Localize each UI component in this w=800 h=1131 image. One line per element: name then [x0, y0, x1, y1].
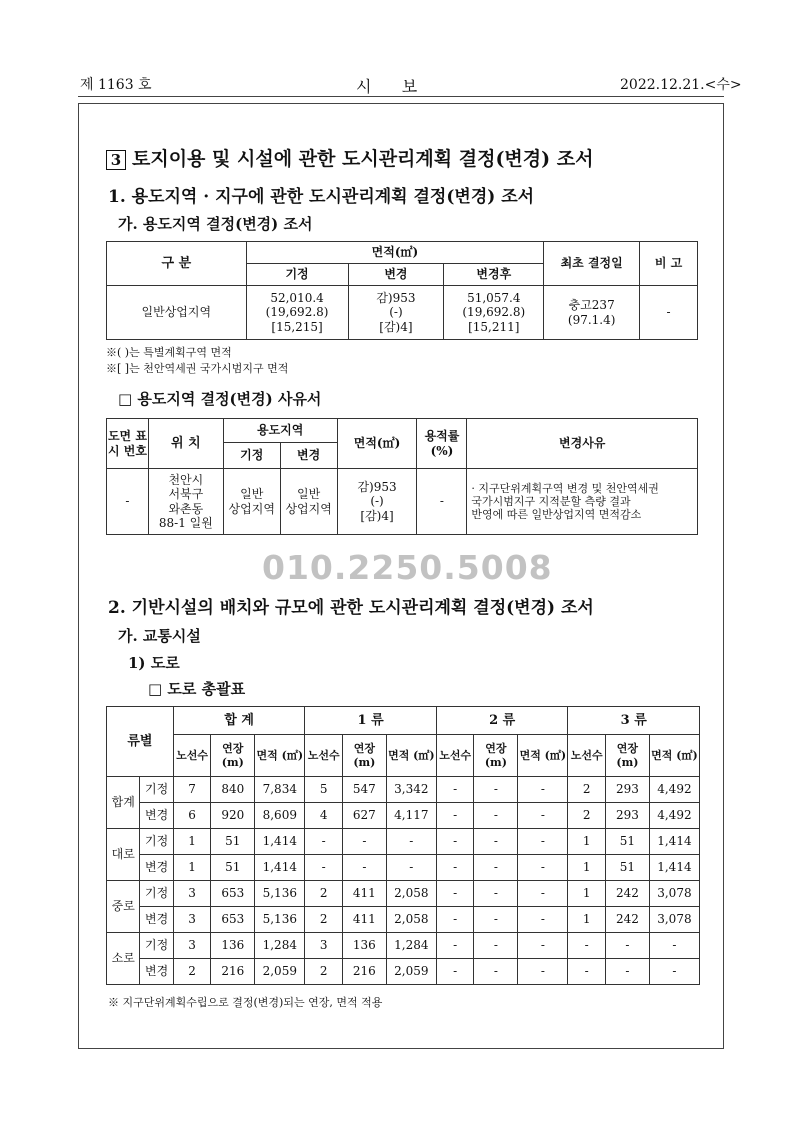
col-zone-change: 변경 [280, 443, 337, 469]
road-category: 대로 [107, 829, 140, 881]
row-kind: 변경 [140, 959, 173, 985]
table-cell: 627 [342, 803, 386, 829]
table-cell: - [436, 907, 474, 933]
col-area: 면적(㎡) [246, 242, 544, 264]
col-zone-existing: 기정 [223, 443, 280, 469]
reason: · 지구단위계획구역 변경 및 천안역세권 국가시범지구 지적분할 측량 결과 반영에 따른 일반상업지역 면적감소 [467, 469, 698, 535]
table-cell: 51 [605, 855, 649, 881]
table-cell: 3,342 [386, 777, 436, 803]
note-special-zone: ※( )는 특별계획구역 면적 [106, 346, 232, 359]
table-cell: - [386, 855, 436, 881]
table-cell: 2 [568, 777, 606, 803]
table-cell: - [518, 777, 568, 803]
after-area: 51,057.4 (19,692.8) [15,211] [444, 286, 544, 340]
col-area: 면적(㎡) [337, 419, 417, 469]
table-cell: 1,414 [649, 855, 699, 881]
heading-1: 1. 용도지역 · 지구에 관한 도시관리계획 결정(변경) 조서 [108, 187, 535, 207]
ratio: - [417, 469, 467, 535]
col-remark: 비 고 [640, 242, 698, 286]
table-cell: 411 [342, 881, 386, 907]
col-map-no: 도면 표시 번호 [107, 419, 149, 469]
table-cell: - [518, 881, 568, 907]
table-cell: 2 [305, 959, 343, 985]
table-cell: - [305, 829, 343, 855]
table-cell: 4 [305, 803, 343, 829]
col-zone: 용도지역 [223, 419, 337, 443]
table-row [107, 829, 700, 855]
table-cell: 242 [605, 881, 649, 907]
table-cell: 293 [605, 777, 649, 803]
table-cell: 2 [568, 803, 606, 829]
table-cell: 216 [342, 959, 386, 985]
table-cell: 1 [568, 881, 606, 907]
header-rule [78, 96, 724, 97]
table-cell: 293 [605, 803, 649, 829]
road-category: 소로 [107, 933, 140, 985]
table-cell: 411 [342, 907, 386, 933]
table-cell: - [474, 777, 518, 803]
table-cell: - [568, 933, 606, 959]
table-row [107, 959, 700, 985]
section-title [106, 144, 593, 171]
table-row [107, 881, 700, 907]
table-cell: 1,414 [255, 829, 305, 855]
heading-2a: 가. 교통시설 [118, 627, 201, 645]
subheader-cell: 면적 (㎡) [518, 735, 568, 777]
table-cell: 1 [173, 829, 211, 855]
table-cell: 51 [211, 829, 255, 855]
col-change: 변경 [348, 264, 444, 286]
subheader-cell: 노선수 [173, 735, 211, 777]
table-cell: - [518, 803, 568, 829]
table-cell: 1,414 [255, 855, 305, 881]
change-area: 감)953 (-) [감)4] [348, 286, 444, 340]
heading-2c: □ 도로 총괄표 [148, 680, 246, 698]
table-cell: 1 [568, 855, 606, 881]
table-row [107, 855, 700, 881]
table-cell: 3 [305, 933, 343, 959]
zone-name: 일반상업지역 [107, 286, 247, 340]
note-pilot-zone: ※[ ]는 천안역세권 국가시범지구 면적 [106, 362, 289, 375]
section-title-text: 토지이용 및 시설에 관한 도시관리계획 결정(변경) 조서 [132, 148, 594, 170]
table-cell: 3 [173, 881, 211, 907]
table-cell: 4,492 [649, 803, 699, 829]
subheader-cell: 연장 (m) [474, 735, 518, 777]
area: 감)953 (-) [감)4] [337, 469, 417, 535]
table-cell: - [436, 803, 474, 829]
table-cell: 1 [568, 829, 606, 855]
table-cell: 840 [211, 777, 255, 803]
first-decision: 충고237 (97.1.4) [544, 286, 640, 340]
issue-number: 제 1163 호 [80, 77, 152, 93]
subheader-cell: 연장 (m) [342, 735, 386, 777]
row-kind: 기정 [140, 881, 173, 907]
group-class-1: 1 류 [305, 707, 437, 735]
table-cell: 3,078 [649, 907, 699, 933]
row-kind: 변경 [140, 803, 173, 829]
group-total: 합 계 [173, 707, 305, 735]
zone-change: 일반 상업지역 [280, 469, 337, 535]
map-no: - [107, 469, 149, 535]
table-cell: 2 [173, 959, 211, 985]
table-cell: 51 [211, 855, 255, 881]
col-gubun: 구 분 [107, 242, 247, 286]
table-cell: - [518, 959, 568, 985]
table-cell: - [436, 777, 474, 803]
table-cell: 7,834 [255, 777, 305, 803]
table-cell: - [342, 855, 386, 881]
table-cell: - [518, 907, 568, 933]
table-cell: 1,284 [386, 933, 436, 959]
table-cell: - [474, 933, 518, 959]
table-row [107, 933, 700, 959]
table-cell: 136 [342, 933, 386, 959]
table-cell: 8,609 [255, 803, 305, 829]
subheader-cell: 연장 (m) [211, 735, 255, 777]
table-row [107, 777, 700, 803]
table-cell: 5,136 [255, 881, 305, 907]
table-cell: - [568, 959, 606, 985]
group-class-3: 3 류 [568, 707, 700, 735]
table-cell: - [518, 829, 568, 855]
table-cell: 653 [211, 907, 255, 933]
table-cell: 1,414 [649, 829, 699, 855]
table-cell: 7 [173, 777, 211, 803]
table-cell: 4,117 [386, 803, 436, 829]
reason-title: □ 용도지역 결정(변경) 사유서 [118, 390, 322, 408]
table-cell: - [605, 933, 649, 959]
subheader-cell: 노선수 [568, 735, 606, 777]
subheader-cell: 면적 (㎡) [649, 735, 699, 777]
table-cell: - [649, 933, 699, 959]
table-cell: 5 [305, 777, 343, 803]
subheader-cell: 연장 (m) [605, 735, 649, 777]
col-type: 류별 [107, 707, 174, 777]
row-kind: 변경 [140, 907, 173, 933]
table-cell: 547 [342, 777, 386, 803]
table-cell: 1 [173, 855, 211, 881]
location: 천안시 서북구 와촌동 88-1 일원 [148, 469, 223, 535]
row-kind: 기정 [140, 829, 173, 855]
table-cell: - [436, 959, 474, 985]
section-number-box: 3 [106, 150, 126, 170]
existing-area: 52,010.4 (19,692.8) [15,215] [246, 286, 348, 340]
heading-2b: 1) 도로 [128, 654, 180, 672]
table-cell: - [518, 933, 568, 959]
table-cell: 5,136 [255, 907, 305, 933]
table-cell: - [436, 933, 474, 959]
table-cell: 136 [211, 933, 255, 959]
zoning-reason-table [106, 418, 698, 535]
row-kind: 기정 [140, 777, 173, 803]
col-first-decision: 최초 결정일 [544, 242, 640, 286]
table-cell: - [474, 803, 518, 829]
table-row [107, 907, 700, 933]
table-cell: - [342, 829, 386, 855]
col-after: 변경후 [444, 264, 544, 286]
table-cell: 2 [305, 881, 343, 907]
remark: - [640, 286, 698, 340]
table-cell: - [474, 881, 518, 907]
table-cell: 3 [173, 933, 211, 959]
col-existing: 기정 [246, 264, 348, 286]
table-cell: 216 [211, 959, 255, 985]
issue-date: 2022.12.21.<수> [620, 77, 742, 93]
table-cell: 6 [173, 803, 211, 829]
table-cell: 3,078 [649, 881, 699, 907]
table-cell: 2 [305, 907, 343, 933]
table-cell: - [474, 855, 518, 881]
table-cell: - [436, 881, 474, 907]
table-cell: 2,059 [255, 959, 305, 985]
table-cell: - [474, 959, 518, 985]
gazette-title: 시 보 [356, 77, 420, 96]
table-cell: 51 [605, 829, 649, 855]
table-cell: 2,059 [386, 959, 436, 985]
table-cell: 920 [211, 803, 255, 829]
table-cell: - [474, 907, 518, 933]
table-cell: - [474, 829, 518, 855]
table-cell: - [518, 855, 568, 881]
subheader-cell: 노선수 [436, 735, 474, 777]
table-cell: 3 [173, 907, 211, 933]
table-cell: - [386, 829, 436, 855]
subheader-cell: 면적 (㎡) [386, 735, 436, 777]
row-kind: 변경 [140, 855, 173, 881]
table-cell: 2,058 [386, 881, 436, 907]
heading-2: 2. 기반시설의 배치와 규모에 관한 도시관리계획 결정(변경) 조서 [108, 598, 594, 618]
subheader-cell: 노선수 [305, 735, 343, 777]
table-cell: - [436, 855, 474, 881]
phone-watermark: 010.2250.5008 [262, 548, 553, 587]
table-cell: 1,284 [255, 933, 305, 959]
table-cell: - [436, 829, 474, 855]
table-cell: - [649, 959, 699, 985]
table-cell: 653 [211, 881, 255, 907]
table-cell: 242 [605, 907, 649, 933]
table-cell: 4,492 [649, 777, 699, 803]
col-location: 위 치 [148, 419, 223, 469]
table-row [107, 803, 700, 829]
zoning-table [106, 241, 698, 340]
table-cell: - [605, 959, 649, 985]
road-summary-table [106, 706, 700, 985]
group-class-2: 2 류 [436, 707, 568, 735]
table-cell: - [305, 855, 343, 881]
heading-1a: 가. 용도지역 결정(변경) 조서 [118, 215, 313, 233]
col-reason: 변경사유 [467, 419, 698, 469]
road-category: 합계 [107, 777, 140, 829]
table-cell: 1 [568, 907, 606, 933]
row-kind: 기정 [140, 933, 173, 959]
note-road: ※ 지구단위계획수립으로 결정(변경)되는 연장, 면적 적용 [108, 996, 383, 1009]
table-cell: 2,058 [386, 907, 436, 933]
zone-existing: 일반 상업지역 [223, 469, 280, 535]
road-category: 중로 [107, 881, 140, 933]
subheader-cell: 면적 (㎡) [255, 735, 305, 777]
col-ratio: 용적률 (%) [417, 419, 467, 469]
